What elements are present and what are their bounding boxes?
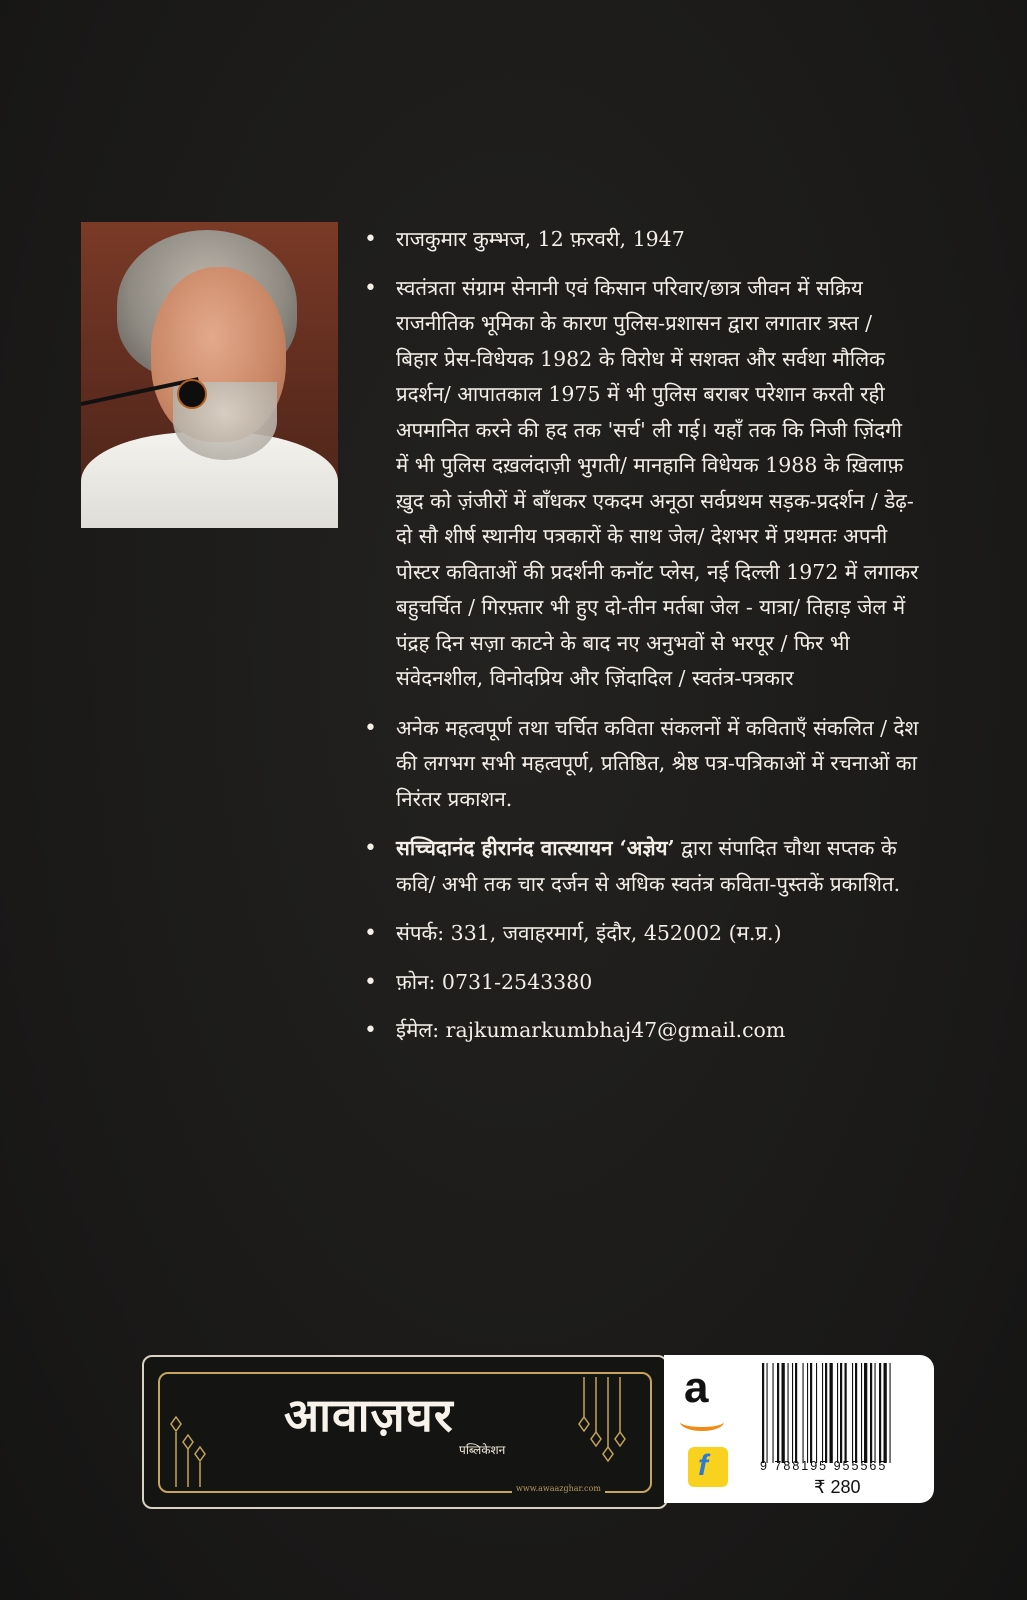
retail-barcode-panel bbox=[664, 1355, 934, 1503]
bio-item-saptak bbox=[360, 831, 920, 902]
isbn-digits: 9 788195 955565 bbox=[760, 1459, 888, 1473]
amazon-logo-icon: a bbox=[684, 1363, 709, 1412]
bullet: • bbox=[364, 921, 377, 946]
decorative-lines-icon bbox=[572, 1377, 632, 1487]
bio-item-publications bbox=[360, 711, 920, 818]
bio-item-phone bbox=[360, 965, 920, 1001]
bullet: • bbox=[364, 836, 377, 861]
agyeya-name: सच्चिदानंद हीरानंद वात्स्यायन ‘अज्ञेय’ bbox=[396, 836, 675, 860]
publisher-url: www.awaazghar.com bbox=[512, 1484, 605, 1493]
author-bio-list bbox=[360, 222, 920, 1062]
contact-phone: फ़ोन: 0731-2543380 bbox=[396, 969, 593, 994]
bullet: • bbox=[364, 227, 377, 252]
bullet: • bbox=[364, 1018, 377, 1043]
price-label: ₹ 280 bbox=[814, 1477, 861, 1497]
publisher-panel bbox=[142, 1355, 668, 1509]
amazon-smile-icon bbox=[680, 1413, 724, 1431]
barcode-icon bbox=[760, 1363, 925, 1463]
bio-text: राजकुमार कुम्भज, 12 फ़रवरी, 1947 bbox=[396, 227, 685, 251]
publisher-logo: आवाज़घर bbox=[284, 1388, 454, 1442]
publisher-subtitle: पब्लिकेशन bbox=[459, 1443, 506, 1457]
flipkart-letter: f bbox=[698, 1449, 708, 1482]
bio-text: स्वतंत्रता संग्राम सेनानी एवं किसान परिवार/छात्र जीवन में सक्रिय राजनीतिक भूमिका के कारण पुलिस-प्रशासन द्वारा लगातार त्रस्त / बिहार प्रेस-विधेयक 1982 के विरोध में सशक्त और सर्वथा मौलिक प्रदर्शन/ आपातकाल 1975 में भी पुलिस बराबर परेशान करती रही अपमानित करने की हद तक 'सर्च' ली गई। यहाँ तक कि निजी ज़िंदगी में भी पुलिस दख़लंदाज़ी भुगती/ मानहानि विधेयक 1988 के ख़िलाफ़ ख़ुद को ज़ंजीरों में बाँधकर एकदम अनूठा सर्वप्रथम सड़क-प्रदर्शन / डेढ़-दो सौ शीर्ष स्थानीय पत्रकारों के साथ जेल/ देशभर में प्रथमतः अपनी पोस्टर कविताओं की प्रदर्शनी कनॉट प्लेस, नई दिल्ली 1972 में लगाकर बहुचर्चित / गिरफ़्तार भी हुए दो-तीन मर्तबा जेल - यात्रा/ तिहाड़ जेल में पंद्रह दिन सज़ा काटने के बाद नए अनुभवों से भरपूर / फिर भी संवेदनशील, विनोदप्रिय और ज़िंदादिल / स्वतंत्र-पत्रकार bbox=[396, 275, 919, 690]
flipkart-logo-icon bbox=[688, 1447, 728, 1487]
author-photo bbox=[81, 222, 338, 528]
contact-email: ईमेल: rajkumarkumbhaj47@gmail.com bbox=[396, 1018, 786, 1042]
bullet: • bbox=[364, 715, 377, 741]
bio-text: द्वारा संपादित चौथा सप्तक के कवि/ अभी तक चार दर्जन से अधिक स्वतंत्र कविता-पुस्तकें प्रकाशित. bbox=[396, 836, 901, 896]
bio-item-activism bbox=[360, 271, 920, 697]
decorative-lines-icon bbox=[164, 1377, 224, 1487]
bio-text: अनेक महत्वपूर्ण तथा चर्चित कविता संकलनों में कविताएँ संकलित / देश की लगभग सभी महत्वपूर्ण, प्रतिष्ठित, श्रेष्ठ पत्र-पत्रिकाओं में रचनाओं का निरंतर प्रकाशन. bbox=[396, 715, 919, 811]
bullet: • bbox=[364, 969, 377, 995]
contact-address: संपर्क: 331, जवाहरमार्ग, इंदौर, 452002 (म.प्र.) bbox=[396, 921, 782, 945]
bio-item-email bbox=[360, 1013, 920, 1049]
bio-item-name bbox=[360, 222, 920, 258]
bio-item-contact bbox=[360, 916, 920, 952]
bullet: • bbox=[364, 275, 377, 301]
